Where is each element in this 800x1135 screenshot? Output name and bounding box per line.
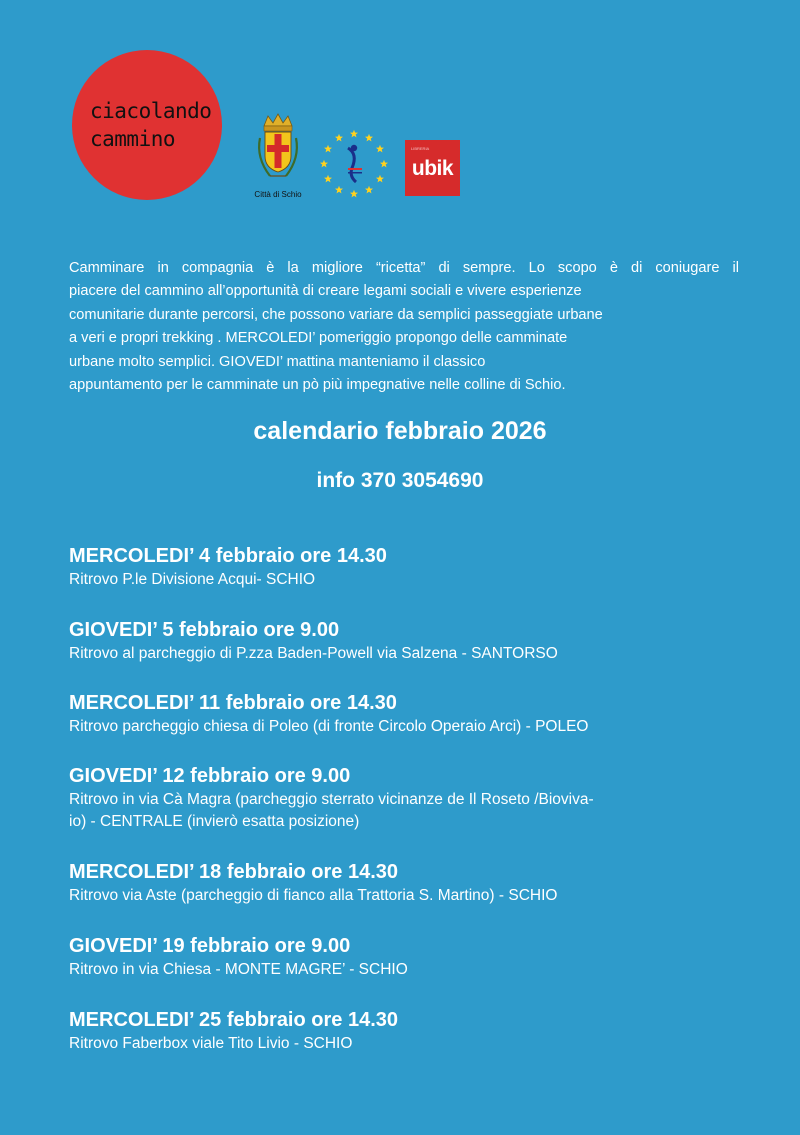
event-place: Ritrovo al parcheggio di P.zza Baden-Powell via Salzena - SANTORSO — [69, 645, 558, 662]
star-icon — [365, 186, 373, 194]
intro-line: Camminare in compagnia è la migliore “ricetta” di sempre. Lo scopo è di coniugare il — [69, 260, 739, 276]
intro-line: piacere del cammino all’opportunità di creare legami sociali e vivere esperienze — [69, 283, 582, 300]
ubik-logo — [405, 140, 460, 196]
info-phone: info 370 3054690 — [316, 469, 484, 492]
event-title: MERCOLEDI’ 11 febbraio ore 14.30 — [69, 692, 397, 714]
event-place: Ritrovo in via Cà Magra (parcheggio sterrato vicinanze de Il Roseto /Bioviva- — [69, 791, 594, 808]
event-place: Ritrovo parcheggio chiesa di Poleo (di fronte Circolo Operaio Arci) - POLEO — [69, 718, 589, 735]
ubik-label: ubik — [411, 157, 454, 180]
intro-line: a veri e propri trekking . MERCOLEDI’ pomeriggio propongo delle camminate — [69, 330, 568, 347]
event-place: io) - CENTRALE (invierò esatta posizione) — [69, 813, 360, 830]
event-item — [69, 1007, 749, 1055]
european-stars-emblem-icon — [318, 128, 390, 200]
event-item — [69, 933, 749, 981]
ciacolando-cammino-logo — [72, 50, 222, 200]
star-icon — [320, 160, 328, 168]
event-title: MERCOLEDI’ 4 febbraio ore 14.30 — [69, 545, 387, 567]
intro-paragraph — [69, 257, 739, 397]
star-icon — [365, 134, 373, 142]
event-title: MERCOLEDI’ 18 febbraio ore 14.30 — [69, 861, 398, 883]
star-icon — [376, 145, 384, 153]
ubik-small-label: LIBRERIA — [411, 146, 430, 151]
event-place: Ritrovo P.le Divisione Acqui- SCHIO — [69, 571, 316, 588]
event-item — [69, 763, 749, 833]
event-title: GIOVEDI’ 19 febbraio ore 9.00 — [69, 935, 351, 957]
star-icon — [376, 175, 384, 183]
event-item — [69, 617, 749, 665]
event-title: GIOVEDI’ 5 febbraio ore 9.00 — [69, 619, 340, 641]
event-place: Ritrovo via Aste (parcheggio di fianco alla Trattoria S. Martino) - SCHIO — [69, 887, 558, 904]
star-icon — [380, 160, 388, 168]
event-item — [69, 543, 749, 591]
intro-line: appuntamento per le camminate un pò più impegnative nelle colline di Schio. — [69, 377, 566, 394]
logo-line-1: ciacolando — [90, 99, 212, 123]
star-icon — [324, 175, 332, 183]
logo-line-2: cammino — [90, 127, 176, 151]
event-item — [69, 690, 749, 738]
star-icon — [335, 186, 343, 194]
calendar-title: calendario febbraio 2026 — [253, 417, 547, 445]
event-item — [69, 859, 749, 907]
star-icon — [335, 134, 343, 142]
event-title: MERCOLEDI’ 25 febbraio ore 14.30 — [69, 1009, 398, 1031]
event-place: Ritrovo in via Chiesa - MONTE MAGRE’ - SCHIO — [69, 961, 408, 978]
citta-di-schio-crest-icon — [250, 112, 306, 204]
crest-caption: Città di Schio — [254, 190, 302, 199]
event-title: GIOVEDI’ 12 febbraio ore 9.00 — [69, 765, 351, 787]
star-icon — [324, 145, 332, 153]
star-icon — [350, 190, 358, 198]
event-place: Ritrovo Faberbox viale Tito Livio - SCHIO — [69, 1035, 353, 1052]
intro-line: urbane molto semplici. GIOVEDI’ mattina manteniamo il classico — [69, 353, 486, 370]
star-icon — [350, 130, 358, 138]
intro-line: comunitarie durante percorsi, che possono variare da semplici passeggiate urbane — [69, 306, 603, 323]
